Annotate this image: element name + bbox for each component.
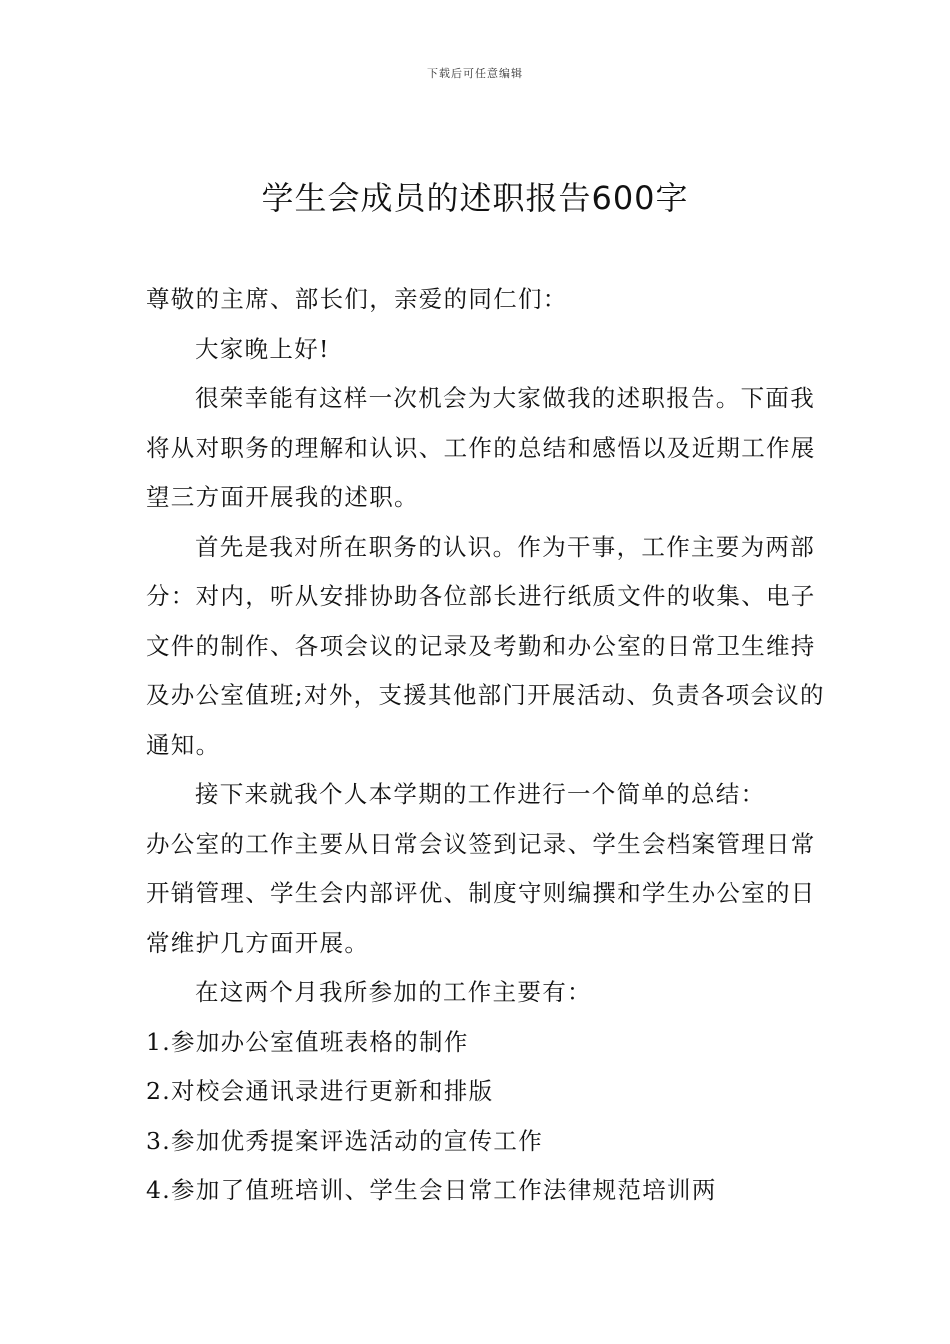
paragraph-summary-lead: 接下来就我个人本学期的工作进行一个简单的总结：: [195, 780, 766, 808]
paragraph-intro: 很荣幸能有这样一次机会为大家做我的述职报告。下面我将从对职务的理解和认识、工作的总结和感悟以及近期工作展望三方面开展我的述职。: [146, 384, 816, 511]
greeting: 尊敬的主席、部长们，亲爱的同仁们：: [146, 285, 568, 313]
list-item: 4.参加了值班培训、学生会日常工作法律规范培训两: [146, 1176, 717, 1204]
document-body: [146, 275, 836, 1216]
list-item: 2.对校会通讯录进行更新和排版: [146, 1077, 494, 1105]
list-item: 3.参加优秀提案评选活动的宣传工作: [146, 1126, 544, 1155]
paragraph-work-list-lead: 在这两个月我所参加的工作主要有：: [195, 978, 592, 1006]
document-title: 学生会成员的述职报告600字: [261, 179, 689, 217]
header-note: 下载后可任意编辑: [427, 67, 523, 80]
list-item: 1.参加办公室值班表格的制作: [146, 1027, 469, 1056]
paragraph-role-understanding: 首先是我对所在职务的认识。作为干事，工作主要为两部分：对内，听从安排协助各位部长进行纸质文件的收集、电子文件的制作、各项会议的记录及考勤和办公室的日常卫生维持及办公室值班;对外，支援其他部门开展活动、负责各项会议的通知。: [146, 532, 825, 759]
paragraph-office-work: 办公室的工作主要从日常会议签到记录、学生会档案管理日常开销管理、学生会内部评优、制度守则编撰和学生办公室的日常维护几方面开展。: [146, 829, 816, 957]
paragraph-evening-greeting: 大家晚上好!: [195, 334, 330, 363]
